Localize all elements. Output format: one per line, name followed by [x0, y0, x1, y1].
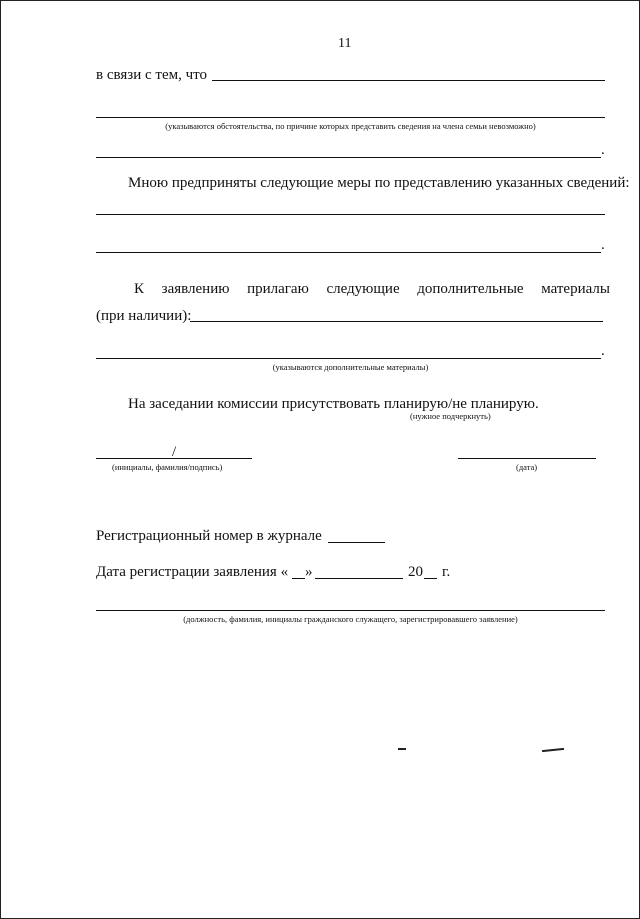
registrar-caption: (должность, фамилия, инициалы гражданского служащего, зарегистрировавшего заявление)	[183, 614, 518, 624]
section3-end-dot: .	[601, 343, 605, 359]
section3-word: заявлению	[161, 281, 230, 297]
signature-slash: /	[172, 444, 177, 460]
scan-mark	[398, 748, 406, 750]
date-line[interactable]	[458, 458, 596, 459]
reg-year-line[interactable]	[424, 578, 437, 579]
journal-label: Регистрационный номер в журнале	[96, 528, 322, 544]
section3-word: материалы	[541, 281, 610, 297]
reg-date-close: »	[305, 564, 313, 580]
section3-caption: (указываются дополнительные материалы)	[272, 362, 429, 372]
section1-fill-line[interactable]	[212, 80, 605, 81]
section3-line1	[134, 280, 610, 298]
section1-line-2[interactable]	[96, 117, 605, 118]
section4-text: На заседании комиссии присутствовать планирую/не планирую.	[128, 396, 539, 412]
section2-line-2[interactable]	[96, 252, 601, 253]
section2-line-1[interactable]	[96, 214, 605, 215]
section3-word: дополнительные	[417, 281, 524, 297]
section1-line-3[interactable]	[96, 157, 601, 158]
section1-end-dot: .	[601, 142, 605, 158]
section1-lead: в связи с тем, что	[96, 67, 207, 83]
section2-end-dot: .	[601, 237, 605, 253]
section2-text: Мною предприняты следующие меры по представлению указанных сведений:	[128, 175, 630, 191]
section3-word: следующие	[326, 281, 400, 297]
reg-date-label: Дата регистрации заявления «	[96, 564, 289, 580]
section3-fill-line[interactable]	[190, 321, 603, 322]
reg-year-suffix: г.	[442, 564, 451, 580]
section1-caption: (указываются обстоятельства, по причине которых представить сведения на члена семьи невозможно)	[165, 121, 536, 131]
page-number: 11	[338, 36, 352, 51]
section3-line2-label: (при наличии):	[96, 308, 192, 324]
reg-day-line[interactable]	[292, 578, 305, 579]
section3-word: К	[134, 281, 145, 297]
signature-caption: (инициалы, фамилия/подпись)	[112, 462, 223, 472]
signature-line[interactable]	[96, 458, 252, 459]
date-caption: (дата)	[516, 462, 538, 472]
section4-caption: (нужное подчеркнуть)	[410, 411, 491, 421]
journal-number-line[interactable]	[328, 542, 385, 543]
registrar-line[interactable]	[96, 610, 605, 611]
section3-word: прилагаю	[247, 281, 309, 297]
reg-month-line[interactable]	[315, 578, 403, 579]
section3-line-2[interactable]	[96, 358, 601, 359]
reg-year-prefix: 20	[408, 564, 423, 580]
